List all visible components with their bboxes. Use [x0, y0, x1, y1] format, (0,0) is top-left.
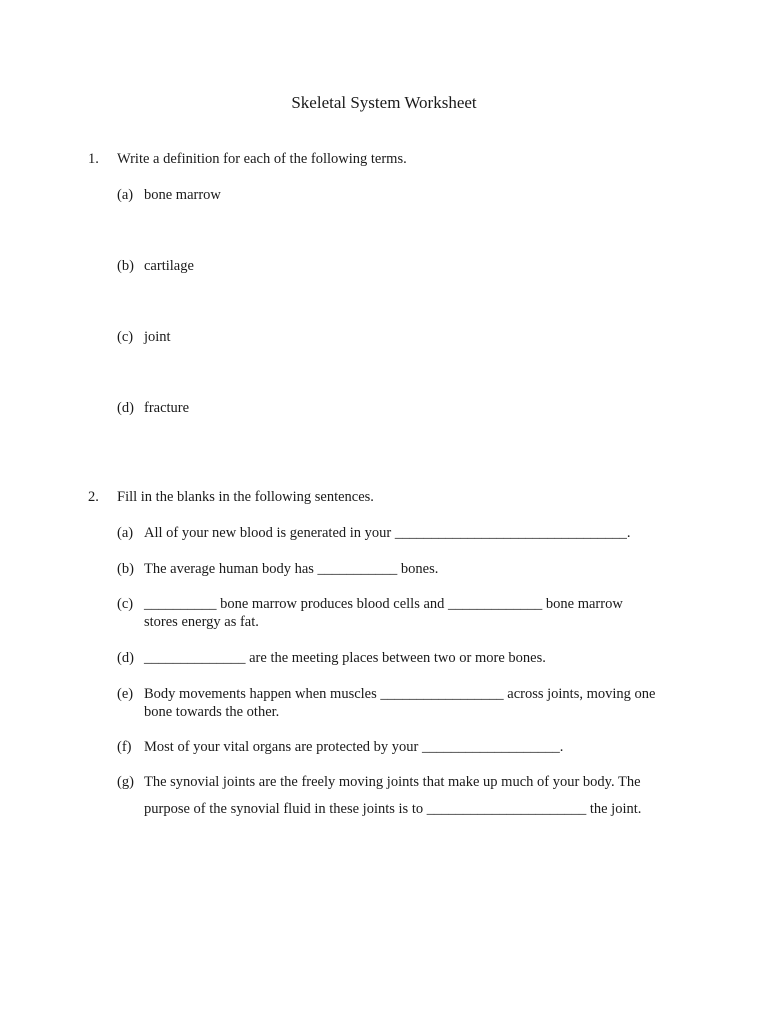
q1-item-c — [117, 328, 677, 346]
question-2-number: 2. — [88, 489, 99, 505]
q2-item-label: (a) — [117, 525, 134, 541]
q2-item-a — [117, 524, 677, 542]
q1-item-label: (b) — [117, 258, 134, 274]
q2-sentence: The average human body has ___________ bones. — [144, 561, 439, 577]
q2-item-e — [117, 685, 682, 721]
q2-item-c — [117, 595, 647, 631]
page-title: Skeletal System Worksheet — [291, 93, 477, 112]
q2-item-d — [117, 649, 677, 667]
question-1-prompt: Write a definition for each of the following terms. — [117, 151, 407, 167]
q2-item-label: (c) — [117, 596, 134, 612]
q2-sentence: All of your new blood is generated in your ________________________________. — [144, 525, 631, 541]
q2-item-label: (e) — [117, 686, 134, 702]
q1-item-a — [117, 186, 677, 204]
q2-item-label: (b) — [117, 561, 134, 577]
question-2-prompt: Fill in the blanks in the following sentences. — [117, 489, 374, 505]
q1-item-label: (a) — [117, 187, 134, 203]
q2-item-label: (f) — [117, 739, 132, 755]
q1-term: cartilage — [144, 258, 194, 274]
q1-term: bone marrow — [144, 187, 221, 203]
q2-sentence: __________ bone marrow produces blood cells and _____________ bone marrow stores energy as fat. — [144, 596, 623, 630]
q2-sentence: Body movements happen when muscles _________________ across joints, moving one bone towards the other. — [144, 686, 656, 720]
q2-item-f — [117, 738, 677, 756]
q2-item-label: (g) — [117, 774, 134, 790]
q2-sentence: ______________ are the meeting places between two or more bones. — [144, 650, 546, 666]
q2-item-b — [117, 560, 677, 578]
q2-item-label: (d) — [117, 650, 134, 666]
q1-item-label: (c) — [117, 329, 134, 345]
question-1-number: 1. — [88, 151, 99, 167]
q1-item-d — [117, 399, 677, 417]
q1-term: joint — [144, 329, 171, 345]
q1-item-label: (d) — [117, 400, 134, 416]
q1-item-b — [117, 257, 677, 275]
q2-sentence: The synovial joints are the freely moving joints that make up much of your body. The purpose of the synovial fluid in these joints is to ______________________ the joint. — [144, 774, 642, 817]
q2-item-g — [117, 769, 682, 823]
q2-sentence: Most of your vital organs are protected by your ___________________. — [144, 739, 564, 755]
q1-term: fracture — [144, 400, 190, 416]
